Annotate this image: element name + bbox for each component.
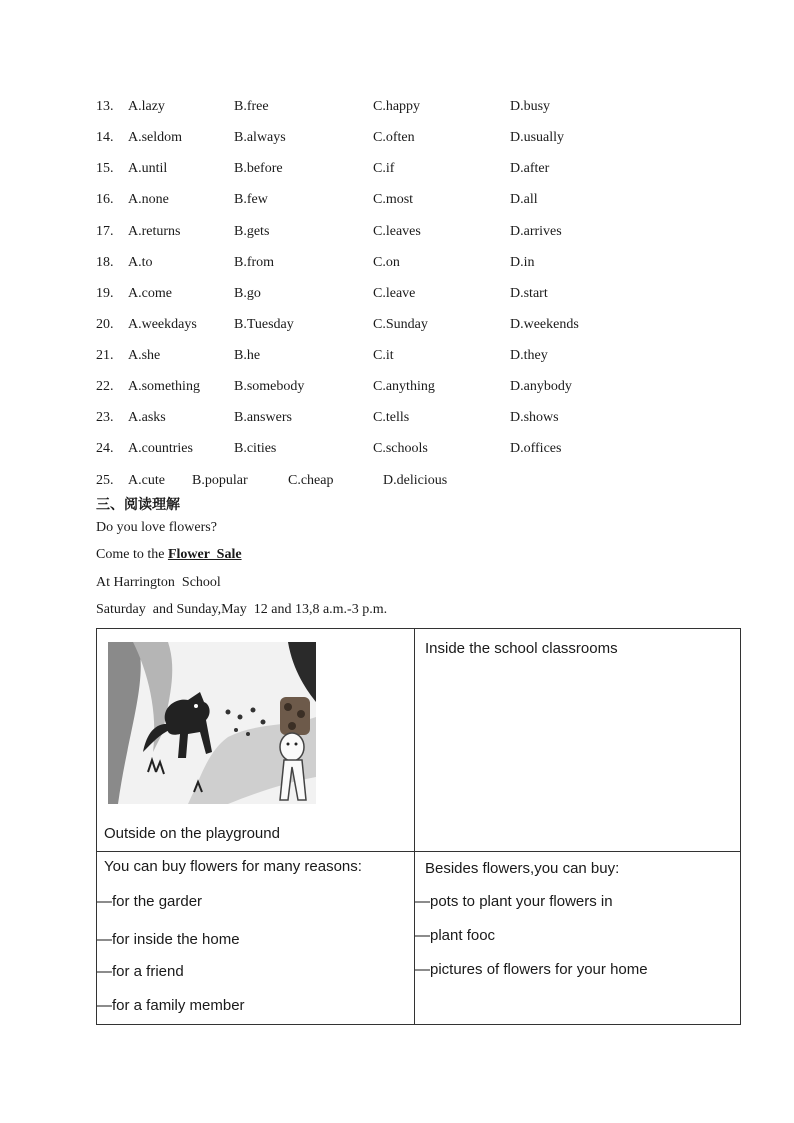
option-b: B.go <box>234 286 261 301</box>
event-name: Flower Sale <box>167 547 242 562</box>
question-number: 18. <box>96 255 114 270</box>
option-b: B.always <box>234 130 286 145</box>
inside-cell <box>415 629 741 852</box>
besides-item: —plant fooc <box>415 927 496 944</box>
question-number: 19. <box>96 286 114 301</box>
option-b: B.popular <box>192 473 248 488</box>
option-c: C.tells <box>373 410 410 425</box>
question-number: 15. <box>96 161 114 176</box>
option-b: B.Tuesday <box>234 317 294 332</box>
besides-item: —pictures of flowers for your home <box>415 961 648 978</box>
flower-sale-table <box>96 628 741 1025</box>
option-c: C.happy <box>373 99 421 114</box>
option-a: A.something <box>128 379 200 394</box>
besides-cell <box>415 852 741 1025</box>
question-number: 20. <box>96 317 114 332</box>
inside-caption: Inside the school classrooms <box>425 640 618 657</box>
option-a: A.to <box>128 255 153 270</box>
besides-item: —pots to plant your flowers in <box>415 893 613 910</box>
option-d: D.in <box>510 255 535 270</box>
option-b: B.somebody <box>234 379 305 394</box>
come-line <box>96 545 242 565</box>
reason-item: —for the garder <box>97 893 203 910</box>
option-c: C.cheap <box>288 473 334 488</box>
option-a: A.she <box>128 348 161 363</box>
come-prefix: Come to the <box>96 547 168 562</box>
besides-heading: Besides flowers,you can buy: <box>425 860 620 877</box>
option-d: D.shows <box>510 410 559 425</box>
option-c: C.anything <box>373 379 435 394</box>
option-a: A.cute <box>128 473 165 488</box>
option-b: B.before <box>234 161 283 176</box>
outside-caption: Outside on the playground <box>104 825 280 842</box>
option-b: B.answers <box>234 410 292 425</box>
intro-question: Do you love flowers? <box>96 520 217 535</box>
location-line: At Harrington School <box>96 575 221 590</box>
option-c: C.leave <box>373 286 416 301</box>
option-a: A.come <box>128 286 172 301</box>
option-c: C.on <box>373 255 400 270</box>
option-d: D.delicious <box>383 473 448 488</box>
option-a: A.until <box>128 161 168 176</box>
option-b: B.gets <box>234 224 270 239</box>
option-a: A.returns <box>128 224 181 239</box>
option-d: D.they <box>510 348 548 363</box>
question-number: 25. <box>96 473 114 488</box>
option-d: D.usually <box>510 130 565 145</box>
question-number: 13. <box>96 99 114 114</box>
option-c: C.most <box>373 192 414 207</box>
question-number: 22. <box>96 379 114 394</box>
reason-item: —for a family member <box>97 997 245 1014</box>
cartoon-illustration <box>108 642 316 804</box>
question-number: 14. <box>96 130 114 145</box>
question-number: 23. <box>96 410 114 425</box>
option-b: B.few <box>234 192 268 207</box>
option-a: A.lazy <box>128 99 165 114</box>
option-c: C.schools <box>373 441 428 456</box>
question-number: 24. <box>96 441 114 456</box>
option-c: C.Sunday <box>373 317 428 332</box>
reasons-cell <box>97 852 415 1025</box>
option-c: C.often <box>373 130 415 145</box>
option-b: B.cities <box>234 441 277 456</box>
date-time-line: Saturday and Sunday,May 12 and 13,8 a.m.-3 p.m. <box>96 602 388 617</box>
option-d: D.busy <box>510 99 551 114</box>
option-c: C.it <box>373 348 394 363</box>
option-a: A.weekdays <box>128 317 197 332</box>
question-number: 16. <box>96 192 114 207</box>
option-c: C.leaves <box>373 224 421 239</box>
option-a: A.countries <box>128 441 193 456</box>
option-d: D.after <box>510 161 550 176</box>
option-d: D.anybody <box>510 379 572 394</box>
option-a: A.none <box>128 192 169 207</box>
reason-item: —for inside the home <box>97 931 240 948</box>
option-a: A.seldom <box>128 130 183 145</box>
option-d: D.weekends <box>510 317 579 332</box>
option-d: D.arrives <box>510 224 562 239</box>
question-number: 17. <box>96 224 114 239</box>
question-number: 21. <box>96 348 114 363</box>
option-b: B.free <box>234 99 269 114</box>
option-a: A.asks <box>128 410 166 425</box>
section-title: 三、阅读理解 <box>96 497 180 513</box>
option-d: D.all <box>510 192 538 207</box>
outside-cell <box>97 629 415 852</box>
option-d: D.start <box>510 286 548 301</box>
reason-item: —for a friend <box>97 963 184 980</box>
option-b: B.from <box>234 255 275 270</box>
option-c: C.if <box>373 161 395 176</box>
reasons-heading: You can buy flowers for many reasons: <box>104 858 362 875</box>
option-d: D.offices <box>510 441 562 456</box>
option-b: B.he <box>234 348 261 363</box>
